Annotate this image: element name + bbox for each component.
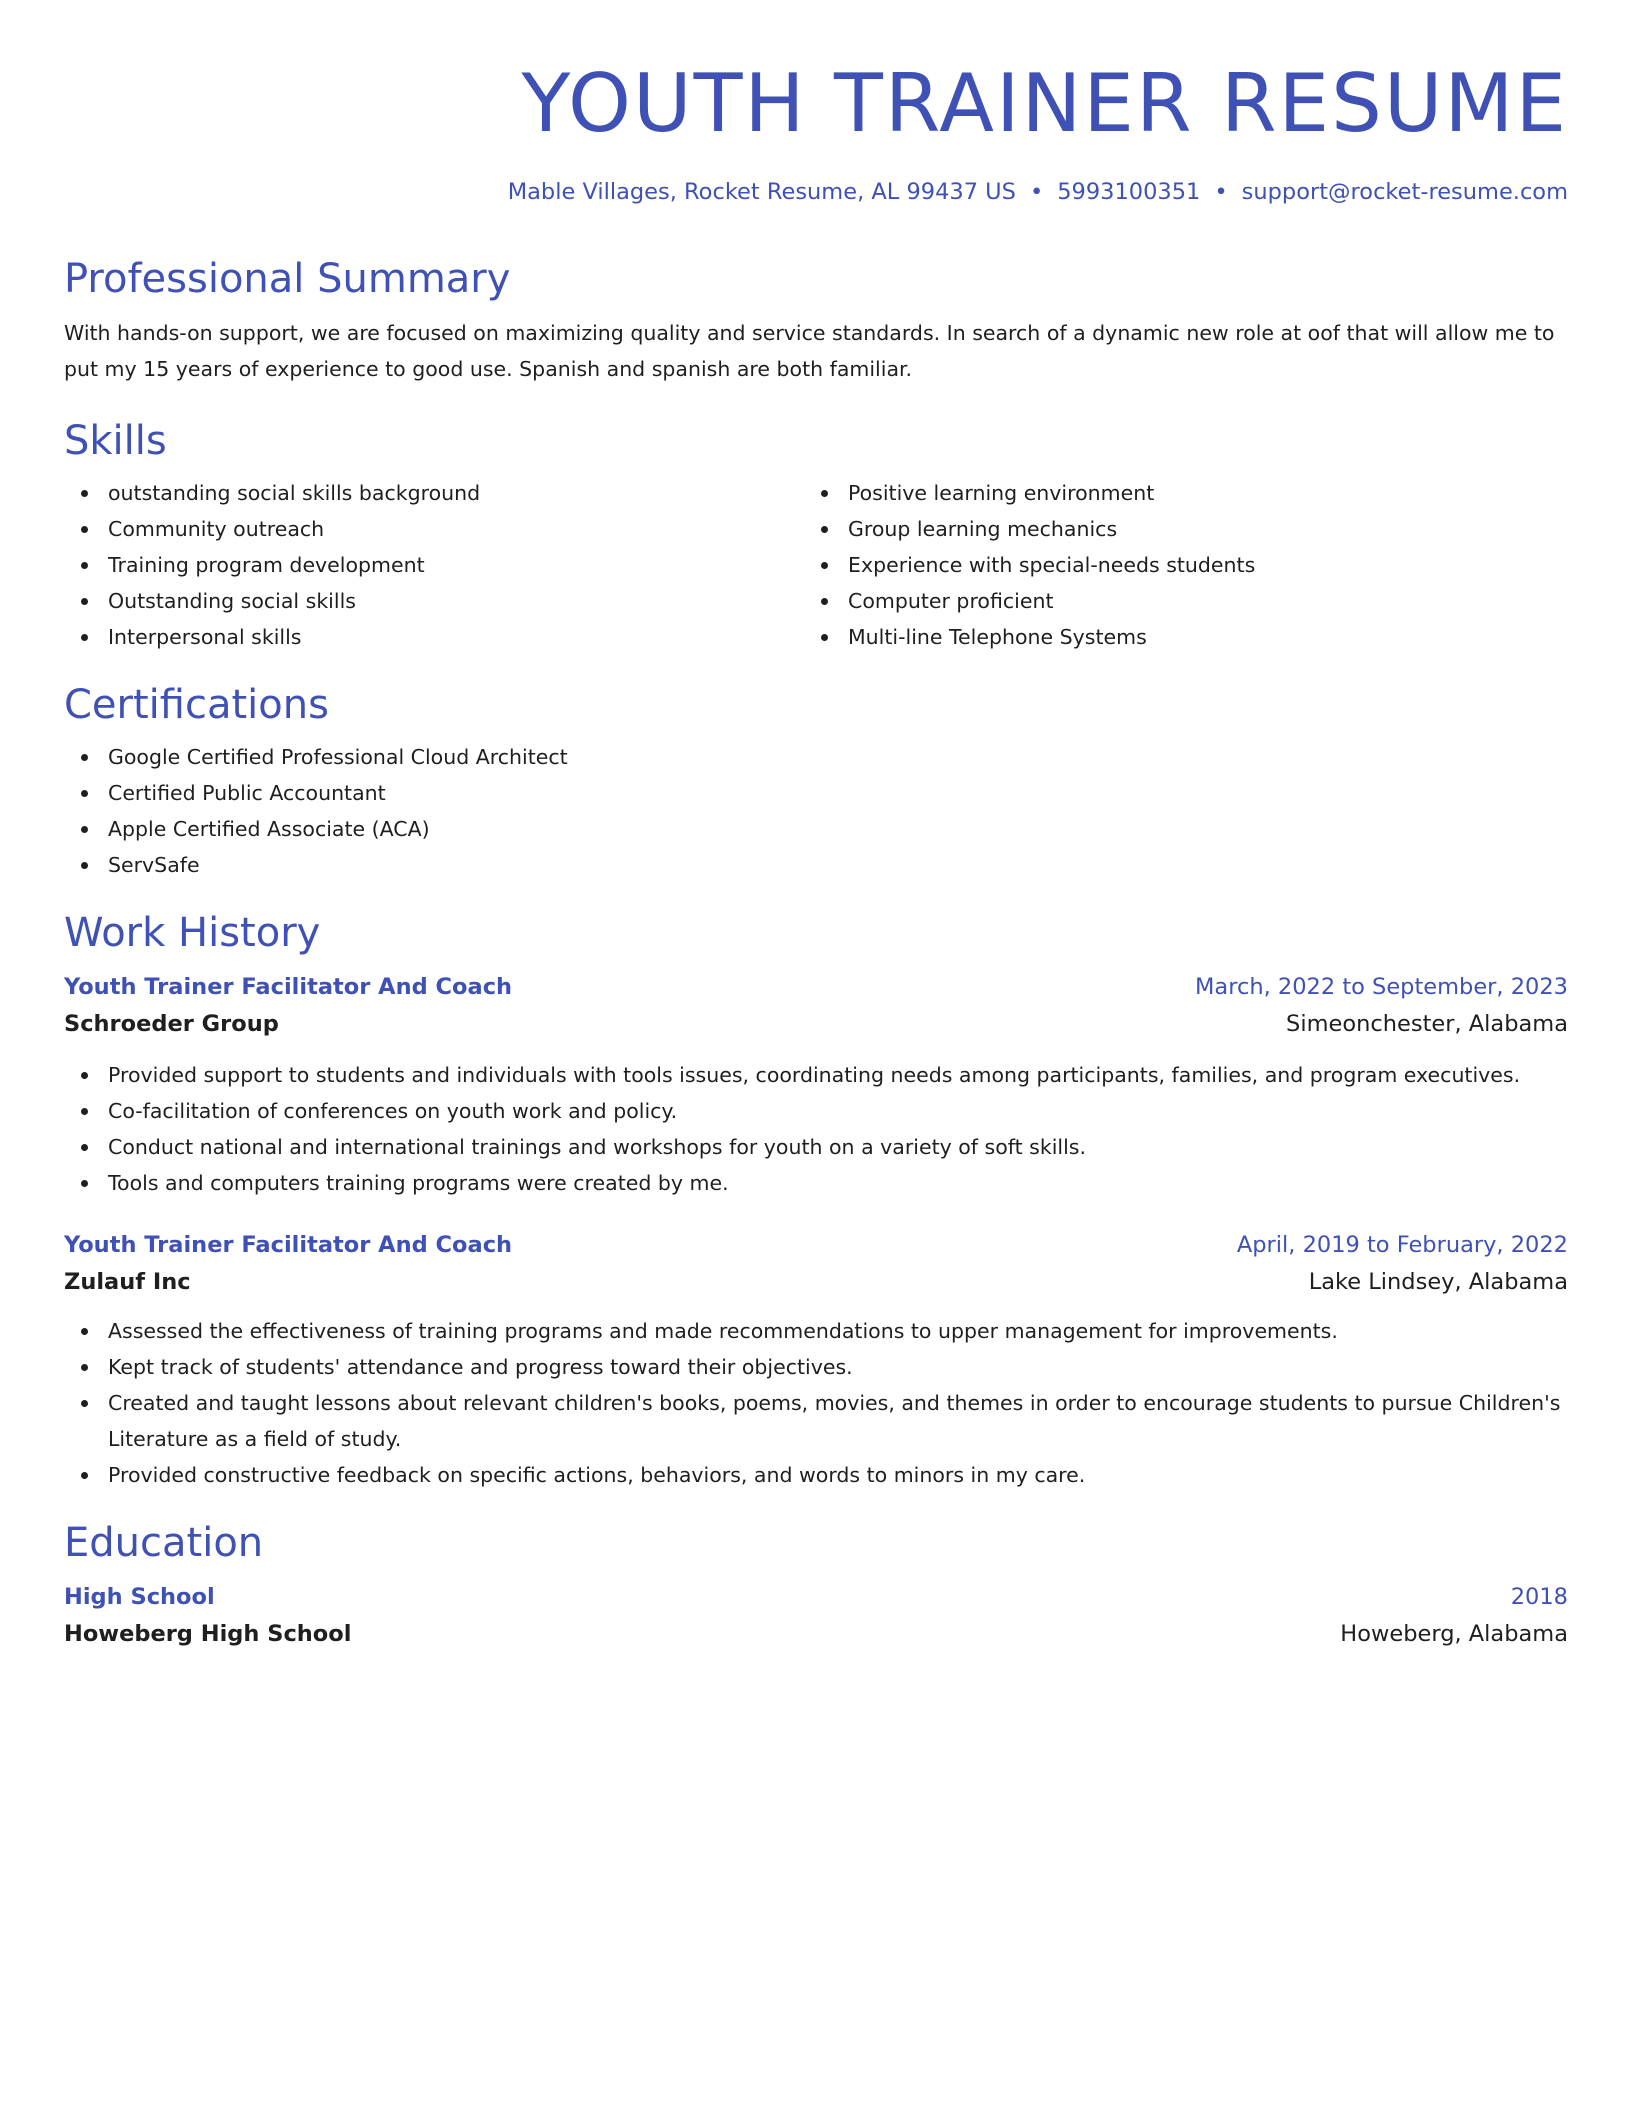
skills-heading: Skills — [64, 418, 167, 465]
job-title: Youth Trainer Facilitator And Coach — [64, 1232, 513, 1259]
job-company-row — [64, 1005, 1568, 1043]
job-bullet: Created and taught lessons about relevant children's books, poems, movies, and themes in order to encourage students to pursue Children's Literature as a field of study. — [64, 1385, 1568, 1457]
education-heading: Education — [64, 1520, 264, 1567]
skill-item: Positive learning environment — [804, 475, 1544, 511]
summary-heading: Professional Summary — [64, 256, 511, 303]
job-bullets — [64, 1057, 1568, 1201]
job-company: Schroeder Group — [64, 1011, 279, 1038]
certification-item: Certified Public Accountant — [64, 775, 1568, 811]
job-entry — [64, 969, 1568, 1201]
education-school-row — [64, 1615, 1568, 1653]
job-bullet: Provided support to students and individuals with tools issues, coordinating needs among participants, families, and program executives. — [64, 1057, 1568, 1093]
job-location: Simeonchester, Alabama — [1286, 1011, 1568, 1038]
contact-line — [64, 178, 1568, 207]
skill-item: Outstanding social skills — [64, 583, 804, 619]
job-company: Zulauf Inc — [64, 1269, 191, 1296]
education-header-row — [64, 1579, 1568, 1615]
job-dates: March, 2022 to September, 2023 — [1195, 974, 1568, 1001]
job-bullet: Provided constructive feedback on specific actions, behaviors, and words to minors in my care. — [64, 1457, 1568, 1493]
contact-separator: • — [1029, 179, 1044, 205]
job-location: Lake Lindsey, Alabama — [1308, 1269, 1568, 1296]
job-company-row — [64, 1263, 1568, 1301]
skills-list-left — [64, 475, 804, 655]
skills-columns — [64, 475, 1568, 655]
work-history-heading: Work History — [64, 910, 321, 957]
job-header-row — [64, 1227, 1568, 1263]
skill-item: Group learning mechanics — [804, 511, 1544, 547]
contact-separator: • — [1214, 179, 1228, 205]
education-school: Howeberg High School — [64, 1621, 352, 1648]
certification-item: Apple Certified Associate (ACA) — [64, 811, 1568, 847]
education-entry — [64, 1579, 1568, 1653]
education-location: Howeberg, Alabama — [1340, 1621, 1568, 1648]
job-dates: April, 2019 to February, 2022 — [1236, 1232, 1568, 1259]
certification-item: Google Certified Professional Cloud Architect — [64, 739, 1568, 775]
certifications-heading: Certifications — [64, 682, 329, 729]
skill-item: Experience with special-needs students — [804, 547, 1544, 583]
job-bullet: Tools and computers training programs were created by me. — [64, 1165, 1568, 1201]
job-bullet: Kept track of students' attendance and progress toward their objectives. — [64, 1349, 1568, 1385]
skill-item: Community outreach — [64, 511, 804, 547]
job-bullet: Co-facilitation of conferences on youth work and policy. — [64, 1093, 1568, 1129]
job-bullet: Assessed the effectiveness of training programs and made recommendations to upper management for improvements. — [64, 1313, 1568, 1349]
certification-item: ServSafe — [64, 847, 1568, 883]
job-bullets — [64, 1313, 1568, 1493]
job-title: Youth Trainer Facilitator And Coach — [64, 974, 513, 1001]
education-degree: High School — [64, 1584, 215, 1611]
skill-item: Training program development — [64, 547, 804, 583]
skill-item: outstanding social skills background — [64, 475, 804, 511]
contact-phone: 5993100351 — [1057, 179, 1201, 205]
skill-item: Multi-line Telephone Systems — [804, 619, 1544, 655]
contact-address: Mable Villages, Rocket Resume, AL 99437 US — [507, 179, 1016, 205]
summary-text: With hands-on support, we are focused on maximizing quality and service standards. In search of a dynamic new role at oof that will allow me to put my 15 years of experience to good use. Spanish and spanish are both familiar. — [64, 321, 1555, 382]
job-header-row — [64, 969, 1568, 1005]
contact-email: support@rocket-resume.com — [1241, 179, 1568, 205]
job-bullet: Conduct national and international trainings and workshops for youth on a variety of soft skills. — [64, 1129, 1568, 1165]
job-entry — [64, 1227, 1568, 1493]
resume-title: YOUTH TRAINER RESUME — [521, 57, 1568, 150]
skill-item: Computer proficient — [804, 583, 1544, 619]
certifications-list — [64, 739, 1568, 883]
skill-item: Interpersonal skills — [64, 619, 804, 655]
skills-list-right — [804, 475, 1544, 655]
education-year: 2018 — [1510, 1584, 1568, 1611]
